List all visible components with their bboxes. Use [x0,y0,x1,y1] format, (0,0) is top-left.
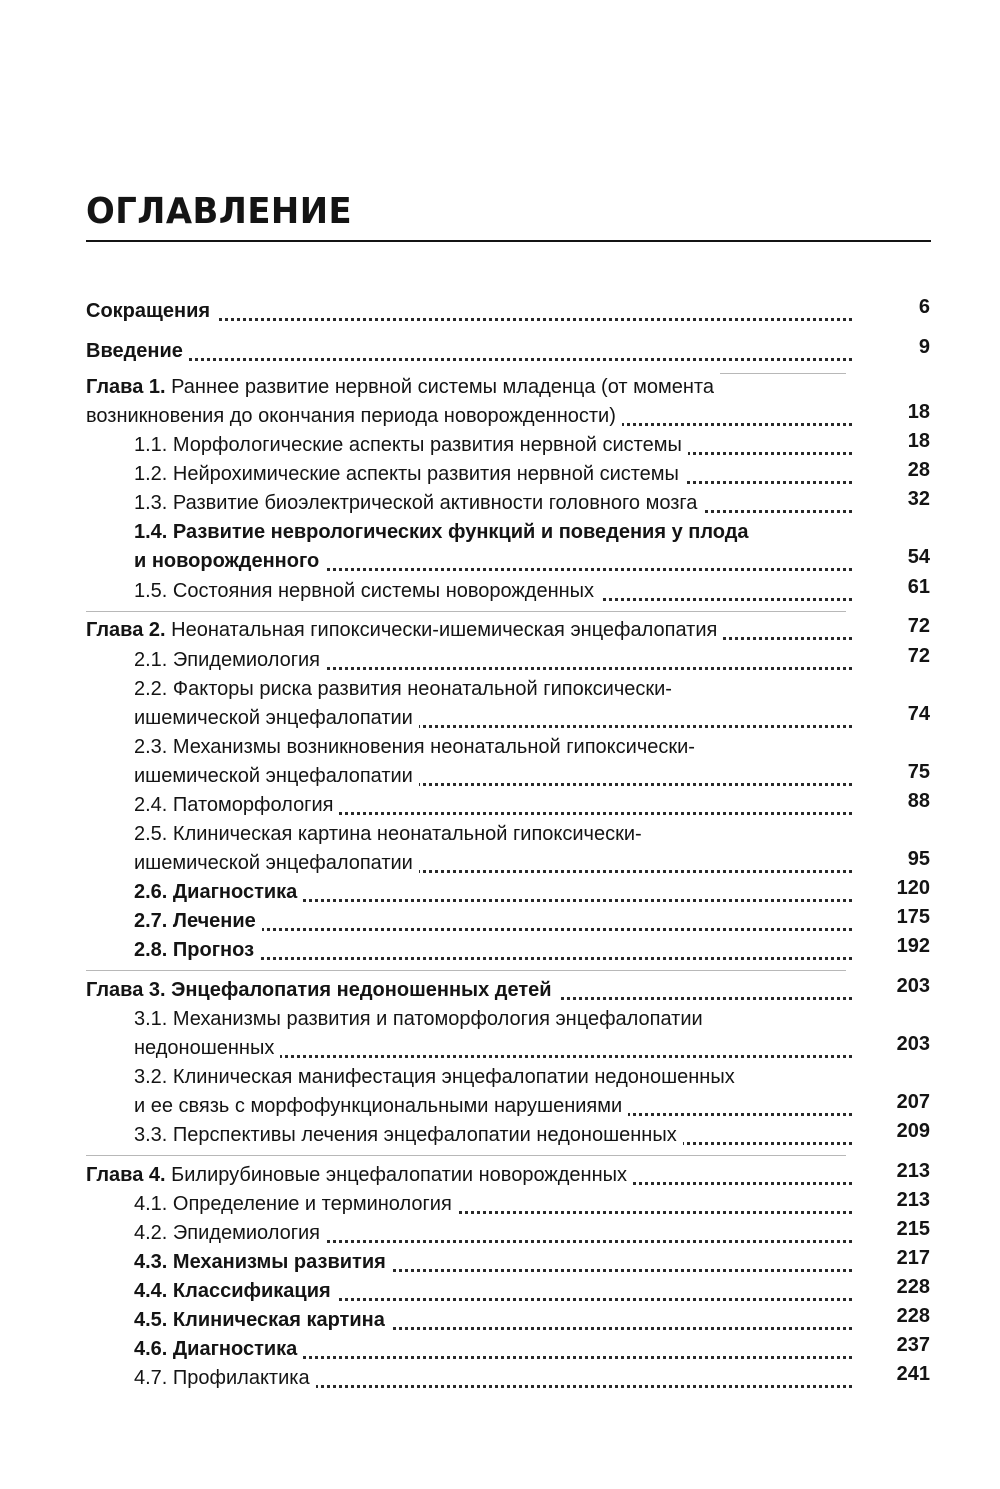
toc-entry-abbreviations[interactable] [86,296,930,326]
toc-entry-3-1-cont[interactable] [134,1033,930,1063]
page-number: 175 [896,906,930,928]
toc-entry-1-4-cont[interactable] [134,546,930,576]
toc-entry-introduction[interactable] [86,336,930,366]
toc-entry-1-3[interactable] [134,488,930,518]
entry-text: 4.6. Диагностика [134,1334,303,1364]
entry-text: 1.5. Состояния нервной системы новорожденных [134,576,600,606]
page-number: 28 [907,459,930,481]
leader-dots [86,340,852,361]
entry-text: 4.1. Определение и терминология [134,1189,458,1219]
entry-text: 4.5. Клиническая картина [134,1305,391,1335]
toc-entry-1-5[interactable] [134,576,930,606]
entry-text: 2.8. Прогноз [134,935,260,965]
entry-text: 4.7. Профилактика [134,1363,316,1393]
chapter-label: Глава 3. [86,979,166,1001]
entry-text: 2.5. Клиническая картина неонатальной гипоксически- [134,819,648,849]
toc-entry-1-4[interactable] [134,517,852,547]
toc-entry-3-2-cont[interactable] [134,1091,930,1121]
page-title: ОГЛАВЛЕНИЕ [86,191,353,232]
toc-entry-2-1[interactable] [134,645,930,675]
page-number: 203 [896,1033,930,1055]
toc-entry-chapter-2[interactable] [86,615,930,645]
page-number: 237 [896,1334,930,1356]
page-number: 241 [896,1363,930,1385]
toc-entry-chapter-1[interactable] [86,372,852,402]
toc-entry-2-8[interactable] [134,935,930,965]
section-separator [86,611,846,612]
entry-text: 2.2. Факторы риска развития неонатальной гипоксически- [134,674,678,704]
entry-text: 4.3. Механизмы развития [134,1247,392,1277]
toc-entry-2-5[interactable] [134,819,852,849]
toc-entry-chapter-3[interactable] [86,975,930,1005]
entry-text: 4.2. Эпидемиология [134,1218,326,1248]
page-number: 54 [907,546,930,568]
toc-entry-2-3-cont[interactable] [134,761,930,791]
toc-entry-1-1[interactable] [134,430,930,460]
page-number: 228 [896,1276,930,1298]
chapter-label: Глава 1. [86,376,166,398]
toc-entry-3-1[interactable] [134,1004,852,1034]
page-number: 120 [896,877,930,899]
page-number: 215 [896,1218,930,1240]
entry-text: 1.3. Развитие биоэлектрической активности головного мозга [134,488,703,518]
entry-text: 2.1. Эпидемиология [134,645,326,675]
page-number: 6 [918,296,930,318]
page-number: 72 [907,615,930,637]
entry-text: 2.4. Патоморфология [134,790,339,820]
entry-text: 4.4. Классификация [134,1276,337,1306]
section-separator [86,1155,846,1156]
page-number: 61 [907,576,930,598]
page-number: 75 [907,761,930,783]
entry-text: 3.1. Механизмы развития и патоморфология энцефалопатии [134,1004,709,1034]
entry-text: Неонатальная гипоксически-ишемическая энцефалопатия [171,619,718,641]
entry-text: Билирубиновые энцефалопатии новорожденных [171,1164,627,1186]
page-number: 228 [896,1305,930,1327]
entry-text: 2.3. Механизмы возникновения неонатальной гипоксически- [134,732,701,762]
page-number: 217 [896,1247,930,1269]
page-number: 32 [907,488,930,510]
entry-text: и ее связь с морфофункциональными нарушениями [134,1091,628,1121]
toc-entry-4-4[interactable] [134,1276,930,1306]
entry-text: ишемической энцефалопатии [134,848,419,878]
entry-text: 1.1. Морфологические аспекты развития нервной системы [134,430,688,460]
toc-entry-1-2[interactable] [134,459,930,489]
page-number: 203 [896,975,930,997]
toc-entry-4-1[interactable] [134,1189,930,1219]
toc-entry-2-6[interactable] [134,877,930,907]
page-number: 18 [907,401,930,423]
toc-entry-2-2[interactable] [134,674,852,704]
page-number: 18 [907,430,930,452]
chapter-label: Глава 4. [86,1164,166,1186]
entry-text: возникновения до окончания периода новорожденности) [86,401,622,431]
entry-text: 2.7. Лечение [134,906,262,936]
toc-entry-4-3[interactable] [134,1247,930,1277]
page-number: 95 [907,848,930,870]
page-number: 213 [896,1189,930,1211]
entry-text: недоношенных [134,1033,280,1063]
entry-text: 3.2. Клиническая манифестация энцефалопатии недоношенных [134,1062,741,1092]
entry-text: 3.3. Перспективы лечения энцефалопатии недоношенных [134,1120,683,1150]
toc-entry-2-2-cont[interactable] [134,703,930,733]
entry-text: ишемической энцефалопатии [134,761,419,791]
entry-text: 1.4. Развитие неврологических функций и поведения у плода [134,517,755,547]
toc-entry-4-7[interactable] [134,1363,930,1393]
toc-entry-3-2[interactable] [134,1062,852,1092]
toc-entry-3-3[interactable] [134,1120,930,1150]
page-number: 192 [896,935,930,957]
toc-entry-4-2[interactable] [134,1218,930,1248]
entry-text: и новорожденного [134,546,325,576]
page-number: 74 [907,703,930,725]
entry-text: Энцефалопатия недоношенных детей [171,979,552,1001]
toc-entry-4-6[interactable] [134,1334,930,1364]
toc-entry-2-7[interactable] [134,906,930,936]
page-number: 213 [896,1160,930,1182]
entry-text: 1.2. Нейрохимические аспекты развития нервной системы [134,459,685,489]
toc-entry-chapter-4[interactable] [86,1160,930,1190]
entry-text: 2.6. Диагностика [134,877,303,907]
toc-entry-4-5[interactable] [134,1305,930,1335]
toc-entry-chapter-1-cont[interactable] [86,401,930,431]
entry-text: Раннее развитие нервной системы младенца (от момента [171,376,714,398]
page-number: 72 [907,645,930,667]
entry-text: Сокращения [86,296,216,326]
entry-text: ишемической энцефалопатии [134,703,419,733]
page-number: 209 [896,1120,930,1142]
page-number: 9 [918,336,930,358]
page-number: 88 [907,790,930,812]
toc-entry-2-3[interactable] [134,732,852,762]
toc-entry-2-4[interactable] [134,790,930,820]
page-number: 207 [896,1091,930,1113]
toc-entry-2-5-cont[interactable] [134,848,930,878]
entry-text: Введение [86,336,189,366]
section-separator [86,970,846,971]
chapter-label: Глава 2. [86,619,166,641]
